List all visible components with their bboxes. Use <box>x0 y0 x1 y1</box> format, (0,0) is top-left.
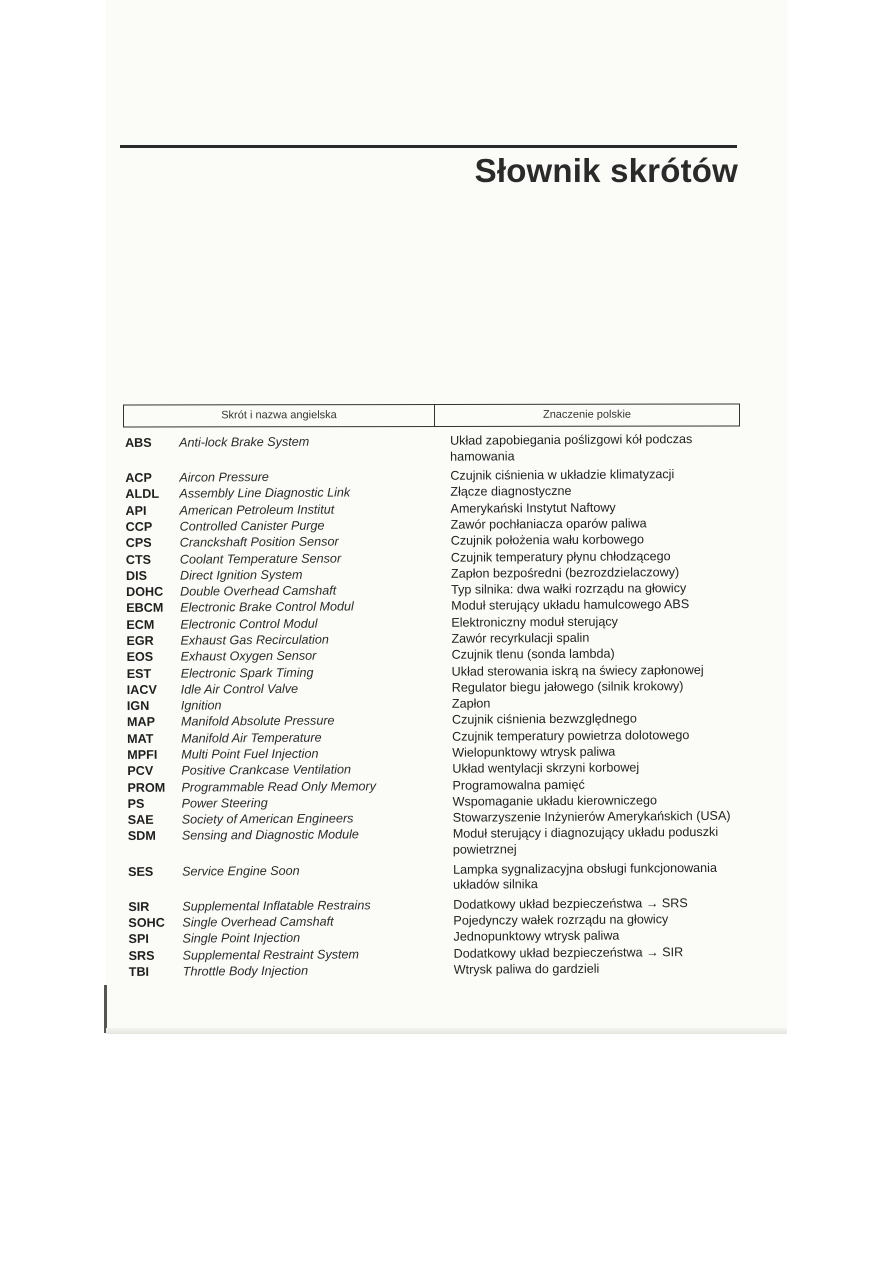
polish-meaning: Wtrysk paliwa do gardzieli <box>453 961 600 977</box>
polish-meaning: Zawór pochłaniacza oparów paliwa <box>450 516 647 532</box>
english-name: Assembly Line Diagnostic Link <box>179 485 351 502</box>
table-row <box>128 825 748 861</box>
abbreviation: CCP <box>125 519 153 535</box>
english-name: Double Overhead Camshaft <box>180 583 337 599</box>
english-name: Programmable Read Only Memory <box>181 778 377 795</box>
english-name: Ignition <box>180 698 222 713</box>
scan-edge <box>104 985 107 1033</box>
polish-meaning: Regulator biegu jałowego (silnik krokowy) <box>451 678 684 695</box>
english-name: Sensing and Diagnostic Module <box>181 827 359 843</box>
abbreviation: SRS <box>128 948 155 963</box>
english-name: Single Overhead Camshaft <box>182 914 334 930</box>
polish-meaning: Czujnik położenia wału korbowego <box>450 532 645 549</box>
abbreviation: EGR <box>126 633 154 648</box>
abbreviation: DIS <box>125 568 148 583</box>
english-name: Aircon Pressure <box>179 470 269 485</box>
polish-meaning: Czujnik ciśnienia w układzie klimatyzacji <box>450 467 675 483</box>
english-name: Electronic Brake Control Modul <box>180 599 354 616</box>
polish-meaning: Wielopunktowy wtrysk paliwa <box>452 744 616 760</box>
polish-meaning: Układ sterowania iskrą na świecy zapłonowej <box>451 662 704 679</box>
polish-meaning: Typ silnika: dwa wałki rozrządu na głowicy <box>451 581 687 597</box>
abbreviation: DOHC <box>126 584 164 600</box>
abbreviation: CTS <box>125 552 152 567</box>
polish-meaning: Zawór recyrkulacji spalin <box>451 630 590 646</box>
polish-meaning: Jednopunktowy wtrysk paliwa <box>453 928 620 945</box>
abbreviation: ALDL <box>125 487 160 502</box>
english-name: Direct Ignition System <box>179 567 303 583</box>
scan-shadow <box>106 1028 787 1034</box>
polish-meaning: Dodatkowy układ bezpieczeństwa → SRS <box>453 895 688 912</box>
polish-meaning: Amerykański Instytut Naftowy <box>450 500 616 516</box>
english-name: Electronic Spark Timing <box>180 665 314 681</box>
english-name: Supplemental Restraint System <box>182 946 360 963</box>
polish-meaning: Czujnik temperatury płynu chłodzącego <box>450 548 671 565</box>
english-name: Power Steering <box>181 795 268 811</box>
abbreviation: MAT <box>127 731 154 746</box>
english-name: Multi Point Fuel Injection <box>181 746 319 762</box>
table-row <box>128 860 748 896</box>
english-name: Single Point Injection <box>182 931 301 946</box>
english-name: Coolant Temperature Sensor <box>179 551 342 567</box>
polish-meaning: Dodatkowy układ bezpieczeństwa → SIR <box>453 944 684 961</box>
table-header <box>123 403 740 427</box>
polish-meaning: Wspomaganie układu kierowniczego <box>452 793 658 809</box>
polish-meaning: Moduł sterujący i diagnozujący układu poduszki powietrznej <box>452 825 719 857</box>
abbreviation: IGN <box>126 698 150 714</box>
abbreviation: MPFI <box>127 747 158 762</box>
abbreviation: SPI <box>128 932 149 947</box>
polish-meaning: Pojedynczy wałek rozrządu na głowicy <box>453 912 669 928</box>
polish-meaning: Lampka sygnalizacyjna obsługi funkcjonowania układów silnika <box>452 860 718 892</box>
header-abbreviation: Skrót i nazwa angielska <box>124 405 435 427</box>
abbreviation: API <box>125 503 147 518</box>
polish-meaning: Układ wentylacji skrzyni korbowej <box>452 760 640 776</box>
english-name: Electronic Control Modul <box>180 616 318 632</box>
abbreviation: EST <box>126 666 152 681</box>
english-name: Cranckshaft Position Sensor <box>179 534 339 550</box>
polish-meaning: Układ zapobiegania poślizgowi kół podczas hamowania <box>449 432 693 464</box>
polish-meaning: Zapłon bezpośredni (bezrozdzielaczowy) <box>450 565 680 581</box>
polish-meaning: Czujnik ciśnienia bezwzględnego <box>451 711 637 728</box>
polish-meaning: Złącze diagnostyczne <box>450 484 572 500</box>
abbreviation: PCV <box>127 764 154 779</box>
abbreviation: TBI <box>128 964 150 979</box>
abbreviation: SOHC <box>128 915 165 931</box>
english-name: Exhaust Oxygen Sensor <box>180 648 317 664</box>
abbreviation: SAE <box>127 812 154 828</box>
english-name: Exhaust Gas Recirculation <box>180 632 329 648</box>
english-name: Positive Crankcase Ventilation <box>181 762 352 778</box>
abbreviation: CPS <box>125 536 152 551</box>
title-rule <box>120 145 737 148</box>
polish-meaning: Stowarzyszenie Inżynierów Amerykańskich (USA) <box>452 808 731 825</box>
abbreviation: PROM <box>127 780 166 795</box>
table-row <box>129 961 749 981</box>
abbreviation: IACV <box>126 682 157 697</box>
english-name: Manifold Air Temperature <box>181 730 322 746</box>
abbreviation: EOS <box>126 650 154 665</box>
abbreviation: ACP <box>125 471 152 486</box>
polish-meaning: Programowalna pamięć <box>452 777 585 793</box>
english-name: Manifold Absolute Pressure <box>180 713 335 730</box>
abbreviation: SDM <box>127 829 156 844</box>
polish-meaning: Elektroniczny moduł sterujący <box>451 614 618 630</box>
english-name: Society of American Engineers <box>181 811 354 827</box>
table-row <box>125 432 745 468</box>
english-name: Supplemental Inflatable Restrains <box>182 898 371 914</box>
abbreviation: ABS <box>125 435 152 450</box>
polish-meaning: Zapłon <box>451 696 491 711</box>
abbreviation: PS <box>127 796 145 811</box>
english-name: Anti-lock Brake System <box>178 434 310 450</box>
english-name: Throttle Body Injection <box>182 963 309 979</box>
abbreviation: SIR <box>128 899 150 914</box>
glossary-table <box>125 432 749 981</box>
polish-meaning: Czujnik temperatury powietrza dolotowego <box>452 727 690 744</box>
english-name: Service Engine Soon <box>181 863 300 879</box>
english-name: Controlled Canister Purge <box>179 518 325 534</box>
polish-meaning: Czujnik tlenu (sonda lambda) <box>451 646 615 663</box>
english-name: American Petroleum Institut <box>179 502 335 518</box>
abbreviation: ECM <box>126 617 155 632</box>
polish-meaning: Moduł sterujący układu hamulcowego ABS <box>451 597 690 614</box>
header-polish-meaning: Znaczenie polskie <box>542 408 632 421</box>
abbreviation: SES <box>127 864 154 879</box>
page-title: Słownik skrótów <box>474 152 738 189</box>
abbreviation: MAP <box>126 715 156 730</box>
english-name: Idle Air Control Valve <box>180 681 299 697</box>
abbreviation: EBCM <box>126 601 164 616</box>
